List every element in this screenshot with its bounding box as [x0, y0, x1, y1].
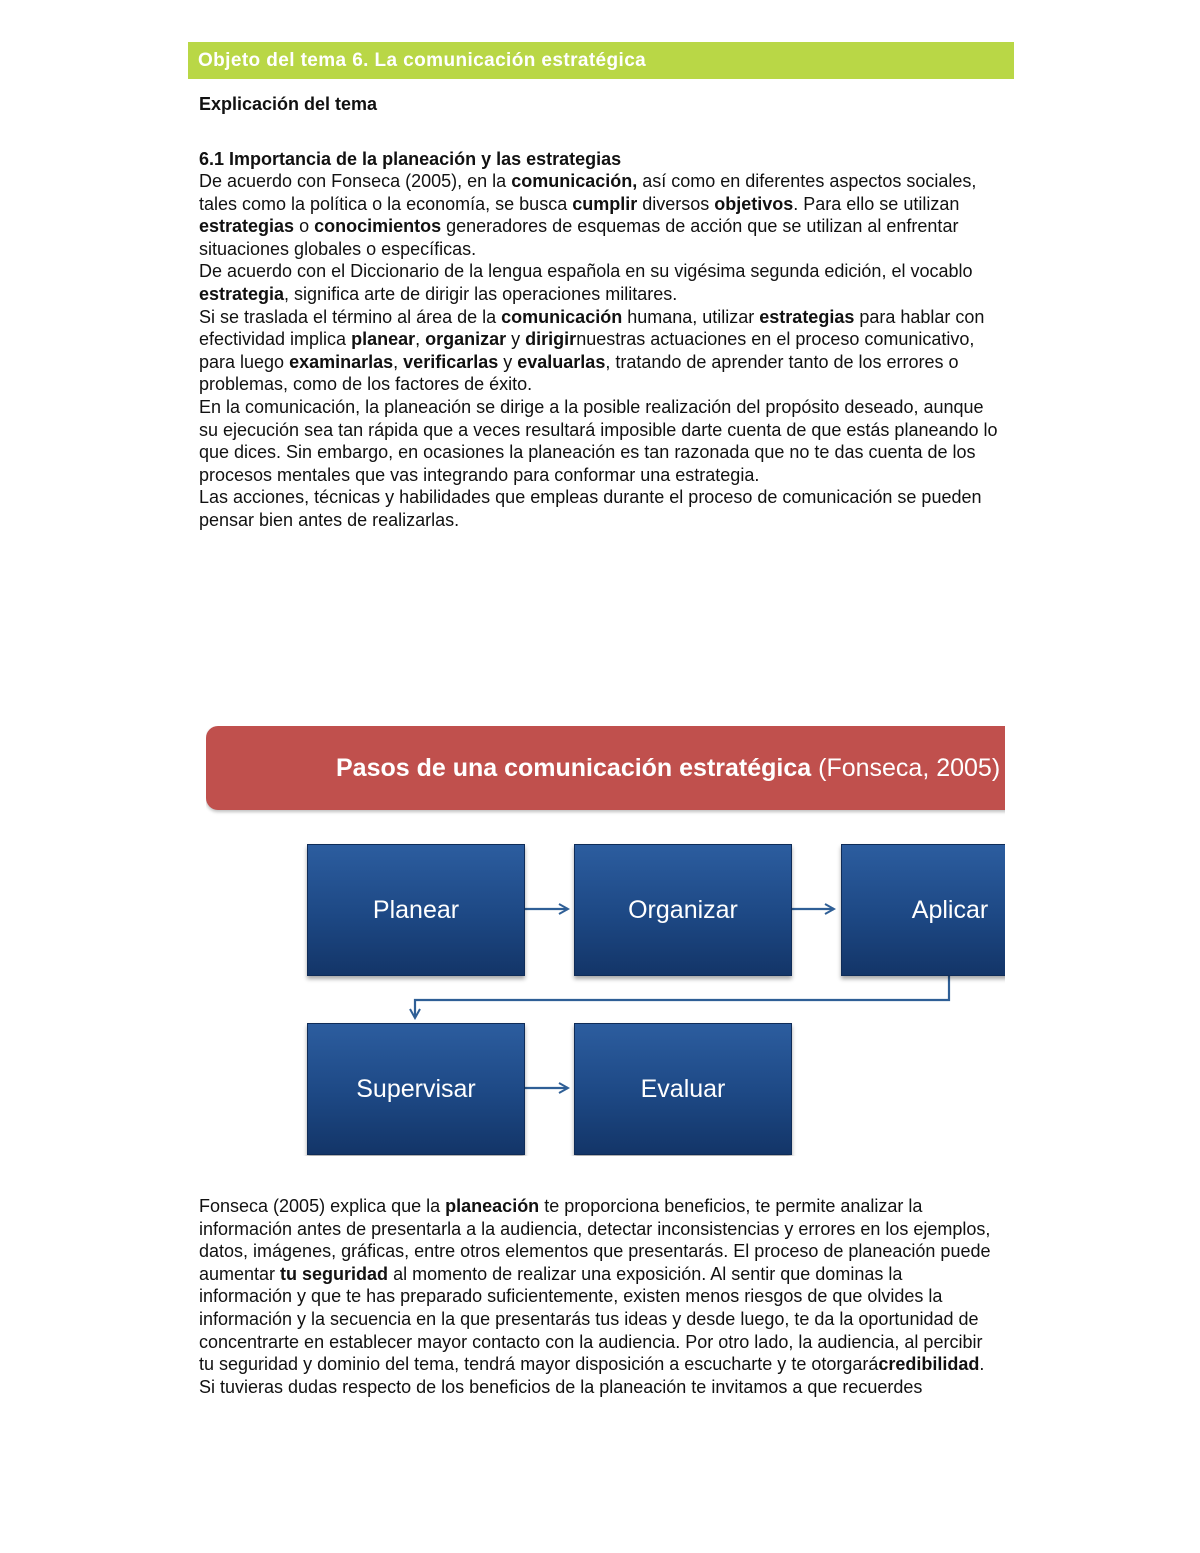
text-run: generadores de esquemas de acción que se utilizan al enfrentar situaciones globales o específicas. — [199, 216, 959, 259]
bold-term: organizar — [425, 329, 507, 350]
diagram-title-citation: (Fonseca, 2005) — [811, 754, 1001, 782]
document-content — [188, 93, 999, 532]
bold-term: planear — [351, 329, 416, 350]
paragraph-6 — [199, 1195, 999, 1376]
strategic-communication-diagram — [206, 726, 1005, 1156]
bold-term: dirigir — [525, 329, 577, 350]
step-evaluar: Evaluar — [574, 1023, 792, 1155]
paragraph-4 — [199, 396, 999, 486]
text-run: . — [979, 1354, 985, 1375]
bold-term: comunicación, — [511, 171, 638, 191]
topic-banner: Objeto del tema 6. La comunicación estratégica — [188, 42, 1014, 79]
bold-term: credibilidad — [878, 1354, 980, 1375]
text-run: De acuerdo con el Diccionario de la lengua española en su vigésima segunda edición, el vocablo — [199, 261, 973, 282]
step-aplicar: Aplicar — [841, 844, 1005, 976]
text-run: , — [393, 351, 404, 372]
text-run: , — [415, 329, 426, 350]
text-run: , significa arte de dirigir las operaciones militares. — [284, 283, 678, 304]
bold-term: estrategia — [199, 283, 285, 304]
explanation-heading: Explicación del tema — [199, 94, 378, 114]
bold-term: verificarlas — [403, 351, 499, 372]
text-run: y — [506, 329, 526, 350]
step-planear: Planear — [307, 844, 525, 976]
text-run: diversos — [637, 193, 715, 214]
paragraph-7 — [199, 1376, 999, 1399]
bold-term: examinarlas — [289, 351, 394, 372]
text-run: nuestras actuaciones en el proceso comunicativo, para luego — [199, 329, 975, 372]
bold-term: comunicación — [501, 306, 623, 327]
bold-term: evaluarlas — [517, 351, 606, 372]
document-page — [188, 42, 1014, 532]
step-supervisar: Supervisar — [307, 1023, 525, 1155]
text-run: te proporciona beneficios, te permite analizar la información antes de presentarla a la audiencia, detectar inconsistencias y errores en los ejemplos, datos, imágenes, gráficas, entre otros elementos que presentarás. El proceso de planeación puede aumentar — [199, 1196, 991, 1284]
bold-term: objetivos — [714, 193, 794, 214]
text-run: En la comunicación, la planeación se dirige a la posible realización del propósito deseado, aunque su ejecución sea tan rápida que a veces resultará imposible darte cuenta de que estás planeando lo que dices. Sin embargo, en ocasiones la planeación es tan razonada que no te das cuenta de los procesos mentales que vas integrando para conformar una estrategia. — [199, 396, 998, 485]
text-run: para hablar con efectividad implica — [199, 306, 985, 350]
step-organizar: Organizar — [574, 844, 792, 976]
text-run: De acuerdo con Fonseca (2005), en la — [199, 171, 512, 191]
text-run: al momento de realizar una exposición. Al sentir que dominas la información y que te has preparado suficientemente, existen menos riesgos de que olvides la información y la secuencia en la que presentarás tus ideas y desde luego, te da la oportunidad de concentrarte en establecer mayor contacto con la audiencia. Por otro lado, la audiencia, al percibir tu seguridad y dominio del tema, tendrá mayor disposición a escucharte y te otorgará — [199, 1263, 983, 1375]
text-run: Si tuvieras dudas respecto de los beneficios de la planeación te invitamos a que recuerdes — [199, 1376, 923, 1397]
paragraph-2 — [199, 260, 999, 305]
document-content-continued — [199, 1195, 999, 1398]
bold-term: estrategias — [199, 216, 295, 237]
text-run: y — [498, 351, 518, 372]
paragraph-3 — [199, 306, 999, 396]
section-title: 6.1 Importancia de la planeación y las estrategias — [199, 149, 622, 169]
text-run: así como en diferentes aspectos sociales, tales como la política o la economía, se busca — [199, 171, 977, 214]
text-run: o — [294, 216, 315, 237]
paragraph-5 — [199, 486, 999, 531]
text-run: Fonseca (2005) explica que la — [199, 1196, 446, 1216]
text-run: , tratando de aprender tanto de los errores o problemas, como de los factores de éxito. — [199, 351, 959, 395]
text-run: Si se traslada el término al área de la — [199, 306, 502, 327]
bold-term: cumplir — [572, 193, 638, 214]
text-run: Las acciones, técnicas y habilidades que empleas durante el proceso de comunicación se pueden pensar bien antes de realizarlas. — [199, 487, 982, 530]
arrow-aplicar-supervisar — [415, 975, 949, 1018]
paragraph-1 — [199, 170, 999, 260]
bold-term: conocimientos — [314, 216, 442, 237]
text-run: humana, utilizar — [622, 306, 760, 327]
bold-term: planeación — [445, 1196, 540, 1216]
bold-term: tu seguridad — [280, 1263, 389, 1284]
bold-term: estrategias — [759, 306, 855, 327]
text-run: . Para ello se utilizan — [793, 193, 960, 214]
diagram-title-bold: Pasos de una comunicación estratégica — [336, 754, 812, 782]
